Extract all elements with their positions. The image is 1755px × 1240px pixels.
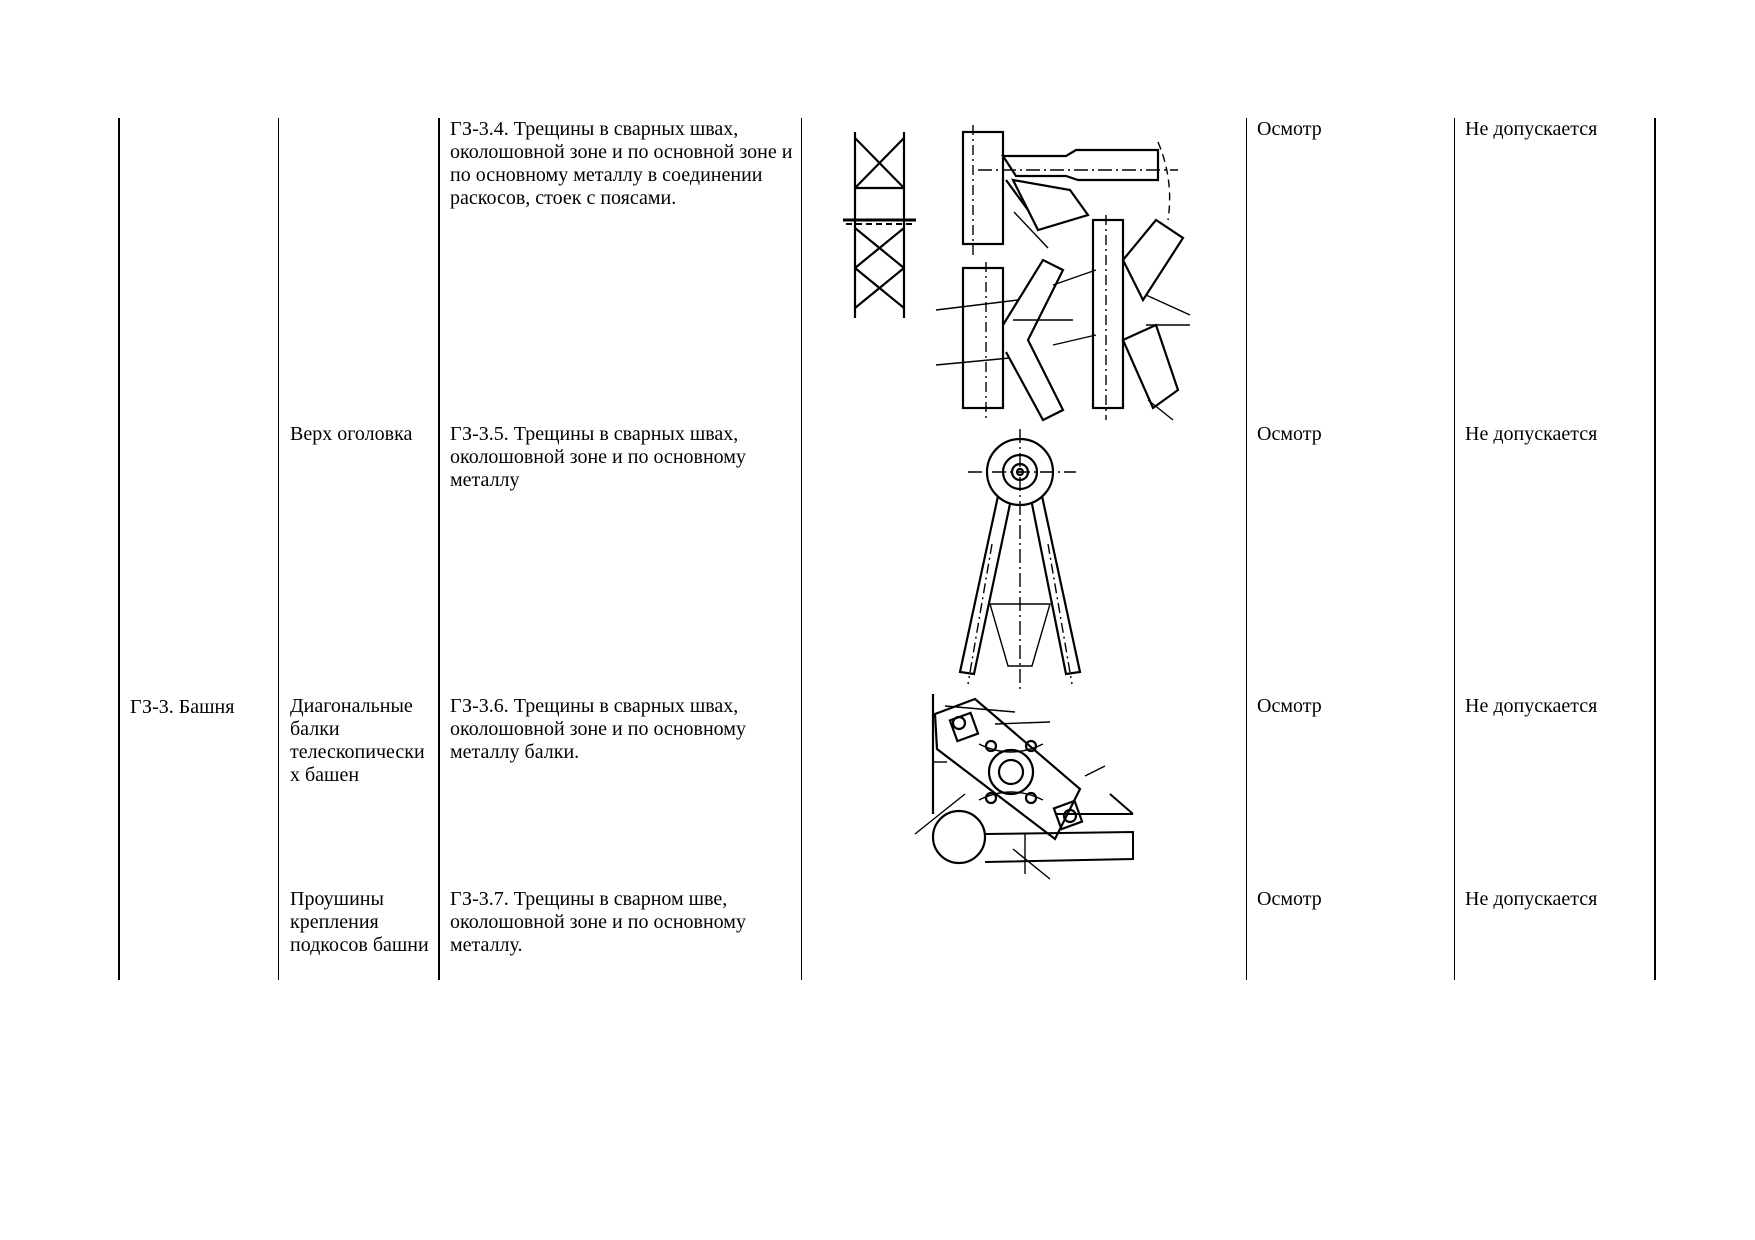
- column-rule: [1246, 118, 1247, 980]
- column-rule: [438, 118, 440, 980]
- norm-cell: Не допускается: [1465, 118, 1598, 140]
- defect-cell: ГЗ-3.6. Трещины в сварных швах, околошовной зоне и по основному металлу балки.: [450, 695, 746, 763]
- element-cell: Верх оголовка: [290, 423, 413, 445]
- defect-cell: ГЗ-3.4. Трещины в сварных швах, околошовной зоне и по основной зоне и по основному металлу в соединении раскосов, стоек с поясами.: [450, 118, 793, 209]
- truss-joint-weld-diagram-icon: [838, 120, 1208, 422]
- column-rule: [278, 118, 279, 980]
- column-rule: [1454, 118, 1455, 980]
- method-cell: Осмотр: [1257, 118, 1322, 140]
- diagonal-beam-plate-diagram-icon: [905, 694, 1135, 884]
- defect-cell: ГЗ-3.7. Трещины в сварном шве, околошовной зоне и по основному металлу.: [450, 888, 746, 956]
- defect-cell: ГЗ-3.5. Трещины в сварных швах, околошовной зоне и по основному металлу: [450, 423, 746, 491]
- norm-cell: Не допускается: [1465, 423, 1598, 445]
- column-rule: [118, 118, 120, 980]
- tower-head-pulley-diagram-icon: [948, 424, 1088, 692]
- column-rule: [1654, 118, 1656, 980]
- norm-cell: Не допускается: [1465, 695, 1598, 717]
- norm-cell: Не допускается: [1465, 888, 1598, 910]
- method-cell: Осмотр: [1257, 888, 1322, 910]
- method-cell: Осмотр: [1257, 423, 1322, 445]
- group-cell: ГЗ-3. Башня: [130, 696, 235, 718]
- column-rule: [801, 118, 802, 980]
- element-cell: Проушины крепления подкосов башни: [290, 888, 429, 956]
- method-cell: Осмотр: [1257, 695, 1322, 717]
- element-cell: Диагональные балки телескопически х башен: [290, 695, 425, 786]
